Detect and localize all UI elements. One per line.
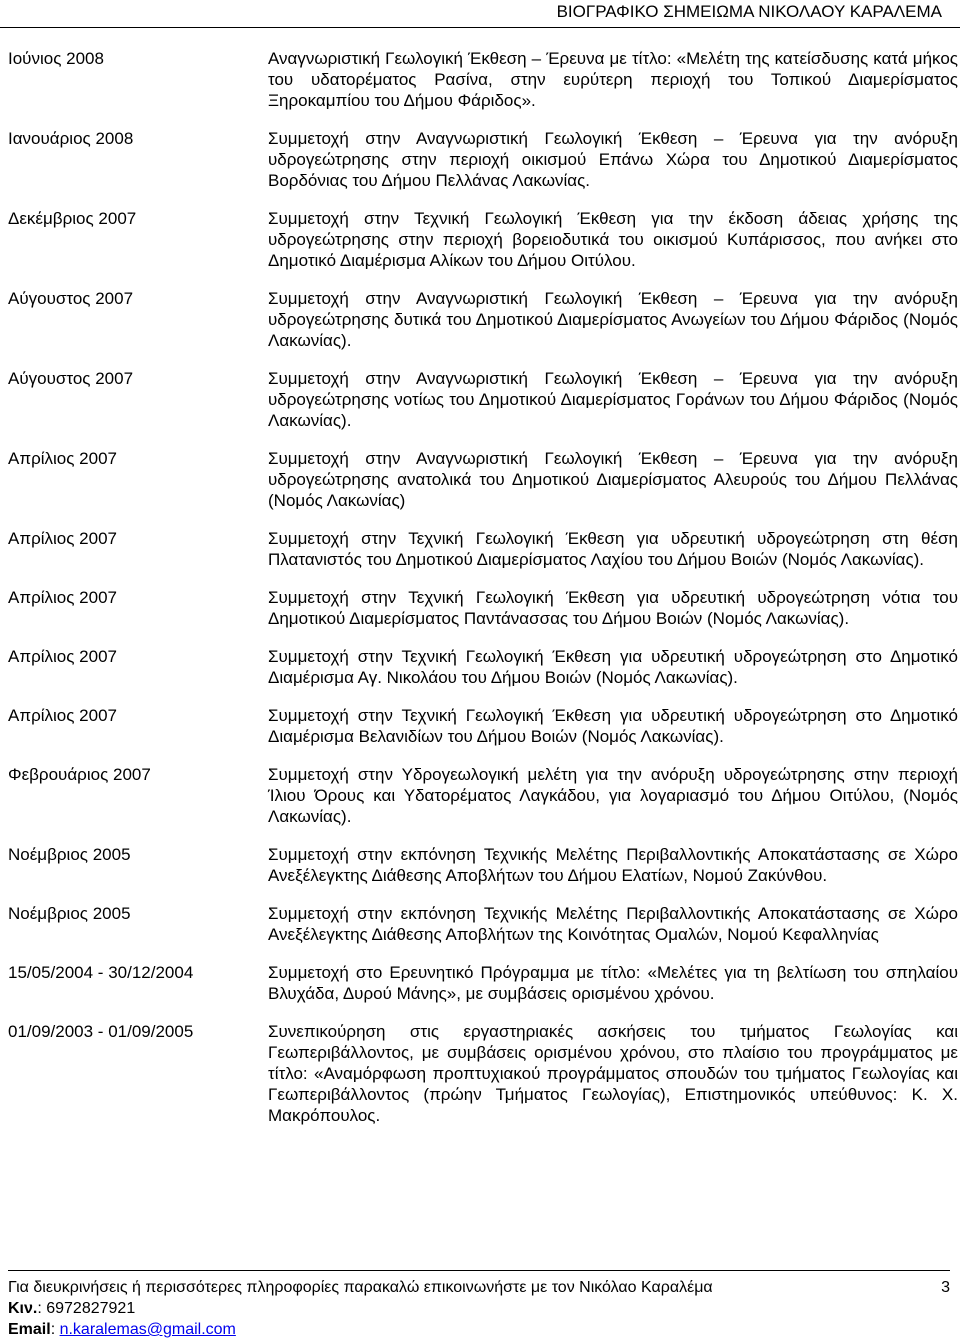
page-footer: [8, 1277, 950, 1340]
email-separator: :: [50, 1321, 60, 1338]
mobile-label: Κιν.: [8, 1300, 38, 1317]
entry-date: Φεβρουάριος 2007: [8, 765, 151, 784]
entry-description: Συμμετοχή στην Τεχνική Γεωλογική Έκθεση για υδρευτική υδρογεώτρηση στο Δημοτικό Διαμέρισμα Αγ. Νικολάου του Δήμου Βοιών (Νομός Λακωνίας).: [268, 647, 958, 687]
mobile-number: : 6972827921: [37, 1300, 136, 1317]
cv-entry: [8, 528, 958, 570]
entry-description: Συμμετοχή στην Τεχνική Γεωλογική Έκθεση για υδρευτική υδρογεώτρηση στο Δημοτικό Διαμέρισμα Βελανιδίων του Δήμου Βοιών (Νομός Λακωνίας).: [268, 706, 958, 746]
cv-entry: [8, 903, 958, 945]
cv-entry: [8, 128, 958, 191]
cv-entry: [8, 288, 958, 351]
cv-entry: [8, 448, 958, 511]
entry-description: Συμμετοχή στην εκπόνηση Τεχνικής Μελέτης Περιβαλλοντικής Αποκατάστασης σε Χώρο Ανεξέλεγκτης Διάθεσης Αποβλήτων του Δήμου Ελατίων, Νομού Ζακύνθου.: [268, 845, 958, 885]
footer-email-line: [8, 1319, 950, 1340]
entry-date: Νοέμβριος 2005: [8, 904, 131, 923]
entry-description: Συμμετοχή στην Αναγνωριστική Γεωλογική Έκθεση – Έρευνα για την ανόρυξη υδρογεώτρησης στην περιοχή οικισμού Επάνω Χώρα του Δημοτικού Διαμερίσματος Βορδόνιας του Δήμου Πελλάνας Λακωνίας.: [268, 129, 958, 190]
footer-divider: [8, 1270, 950, 1271]
cv-entry: [8, 208, 958, 271]
entry-description: Συμμετοχή στην Αναγνωριστική Γεωλογική Έκθεση – Έρευνα για την ανόρυξη υδρογεώτρησης νοτίως του Δημοτικού Διαμερίσματος Γοράνων του Δήμου Φάριδος (Νομός Λακωνίας).: [268, 369, 958, 430]
entry-description: Συμμετοχή στην Υδρογεωλογική μελέτη για την ανόρυξη υδρογεώτρησης στην περιοχή Ίλιου Όρους και Υδατορέματος Λαγκάδου, για λογαριασμό του Δήμου Οιτύλου, (Νομός Λακωνίας).: [268, 765, 958, 826]
email-label: Email: [8, 1321, 51, 1338]
entry-date: Αύγουστος 2007: [8, 289, 134, 308]
cv-entry: [8, 962, 958, 1004]
entry-description: Συνεπικούρηση στις εργαστηριακές ασκήσεις του τμήματος Γεωλογίας και Γεωπεριβάλλοντος, με συμβάσεις ορισμένου χρόνου, στο πλαίσιο του προγράμματος με τίτλο: «Αναμόρφωση προπτυχιακού προγράμματος σπουδών του τμήματος Γεωλογίας και Γεωπεριβάλλοντος (πρώην Τμήματος Γεωλογίας), Επιστημονικός υπεύθυνος: Κ. Χ. Μακρόπουλος.: [268, 1022, 958, 1125]
cv-entry: [8, 48, 958, 111]
entry-description: Συμμετοχή στο Ερευνητικό Πρόγραμμα με τίτλο: «Μελέτες για τη βελτίωση του σπηλαίου Βλυχάδα, Δυρού Μάνης», με συμβάσεις ορισμένου χρόνου.: [268, 963, 958, 1003]
entry-description: Συμμετοχή στην Τεχνική Γεωλογική Έκθεση για υδρευτική υδρογεώτρηση νότια του Δημοτικού Διαμερίσματος Παντάνασσας του Δήμου Βοιών (Νομός Λακωνίας).: [268, 588, 958, 628]
entry-date: Απρίλιος 2007: [8, 588, 117, 607]
entry-date: Δεκέμβριος 2007: [8, 209, 137, 228]
cv-entry: [8, 844, 958, 886]
document-header: ΒΙΟΓΡΑΦΙΚΟ ΣΗΜΕΙΩΜΑ ΝΙΚΟΛΑΟΥ ΚΑΡΑΛΕΜΑ: [556, 2, 942, 21]
footer-contact-line: [8, 1277, 950, 1298]
entry-description: Αναγνωριστική Γεωλογική Έκθεση – Έρευνα με τίτλο: «Μελέτη της κατείσδυσης κατά μήκος του υδατορέματος Ρασίνα, στην ευρύτερη περιοχή του Τοπικού Διαμερίσματος Ξηροκαμπίου του Δήμου Φάριδος».: [268, 49, 958, 110]
entry-date: Απρίλιος 2007: [8, 706, 117, 725]
entry-date: Ιανουάριος 2008: [8, 129, 134, 148]
footer-mobile-line: [8, 1298, 950, 1319]
cv-entry: [8, 368, 958, 431]
entry-date: Απρίλιος 2007: [8, 647, 117, 666]
entry-date: 15/05/2004 - 30/12/2004: [8, 963, 194, 982]
header-divider: [0, 27, 960, 28]
entry-date: Νοέμβριος 2005: [8, 845, 131, 864]
entry-date: Αύγουστος 2007: [8, 369, 134, 388]
cv-entries-list: [8, 48, 958, 1143]
cv-entry: [8, 646, 958, 688]
entry-date: Απρίλιος 2007: [8, 449, 117, 468]
page-number: 3: [941, 1279, 950, 1296]
email-link[interactable]: n.karalemas@gmail.com: [59, 1321, 236, 1338]
entry-description: Συμμετοχή στην εκπόνηση Τεχνικής Μελέτης Περιβαλλοντικής Αποκατάστασης σε Χώρο Ανεξέλεγκτης Διάθεσης Αποβλήτων της Κοινότητας Ομαλών, Νομού Κεφαλληνίας: [268, 904, 958, 944]
cv-entry: [8, 705, 958, 747]
cv-entry: [8, 764, 958, 827]
entry-description: Συμμετοχή στην Αναγνωριστική Γεωλογική Έκθεση – Έρευνα για την ανόρυξη υδρογεώτρησης ανατολικά του Δημοτικού Διαμερίσματος Αλευρούς του Δήμου Πελλάνας (Νομός Λακωνίας): [268, 449, 958, 510]
entry-description: Συμμετοχή στην Τεχνική Γεωλογική Έκθεση για την έκδοση άδειας χρήσης της υδρογεώτρησης στην περιοχή βορειοδυτικά του οικισμού Κυπάρισσος, που ανήκει στο Δημοτικό Διαμέρισμα Αλίκων του Δήμου Οιτύλου.: [268, 209, 958, 270]
entry-description: Συμμετοχή στην Τεχνική Γεωλογική Έκθεση για υδρευτική υδρογεώτρηση στη θέση Πλατανιστός του Δημοτικού Διαμερίσματος Λαχίου του Δήμου Βοιών (Νομός Λακωνίας).: [268, 529, 958, 569]
entry-date: Απρίλιος 2007: [8, 529, 117, 548]
footer-contact-text: Για διευκρινήσεις ή περισσότερες πληροφορίες παρακαλώ επικοινωνήστε με τον Νικόλαο Καραλέμα: [8, 1279, 713, 1296]
cv-entry: [8, 1021, 958, 1126]
entry-date: 01/09/2003 - 01/09/2005: [8, 1022, 194, 1041]
cv-entry: [8, 587, 958, 629]
entry-date: Ιούνιος 2008: [8, 49, 104, 68]
entry-description: Συμμετοχή στην Αναγνωριστική Γεωλογική Έκθεση – Έρευνα για την ανόρυξη υδρογεώτρησης δυτικά του Δημοτικού Διαμερίσματος Ανωγείων του Δήμου Φάριδος (Νομός Λακωνίας).: [268, 289, 958, 350]
